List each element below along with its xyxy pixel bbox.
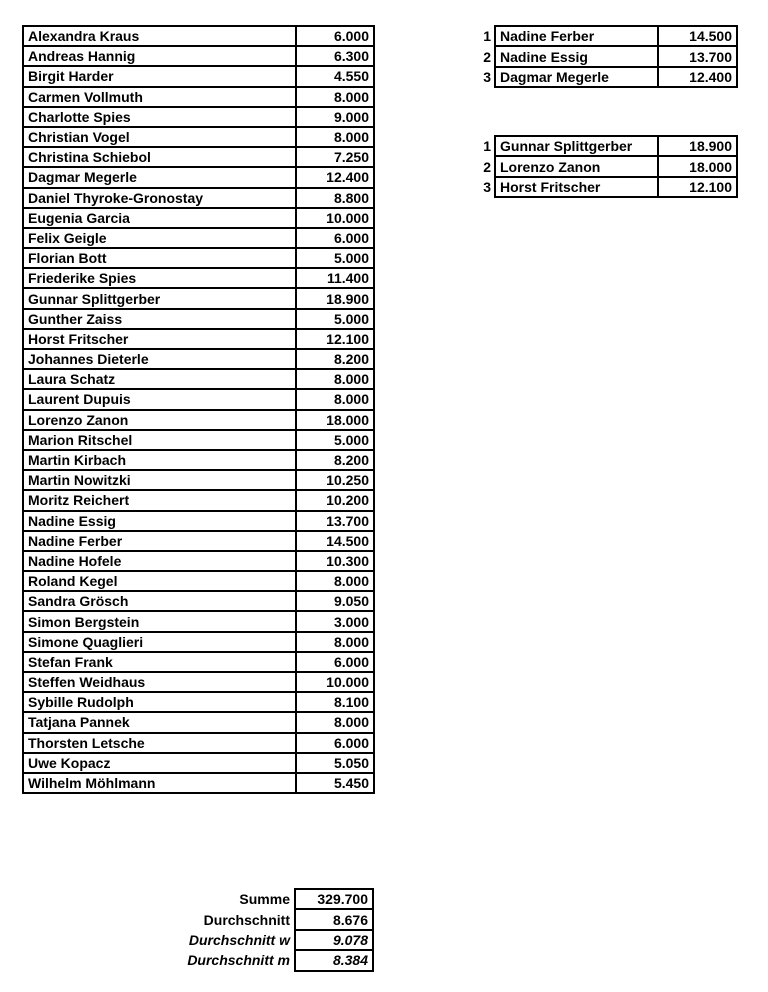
table-row (23, 632, 374, 652)
person-value-cell: 10.250 (296, 470, 374, 490)
ranked-person-value-cell: 18.000 (658, 156, 737, 176)
person-name-cell: Charlotte Spies (23, 107, 296, 127)
table-row (23, 591, 374, 611)
person-value-cell: 8.200 (296, 349, 374, 369)
person-value-cell: 5.450 (296, 773, 374, 793)
table-row (23, 511, 374, 531)
person-value-cell: 13.700 (296, 511, 374, 531)
person-name-cell: Sybille Rudolph (23, 692, 296, 712)
summary-row (22, 950, 373, 970)
summary-row (22, 909, 373, 929)
person-name-cell: Alexandra Kraus (23, 26, 296, 46)
person-name-cell: Nadine Ferber (23, 531, 296, 551)
person-name-cell: Eugenia Garcia (23, 208, 296, 228)
rank-number: 1 (483, 28, 491, 45)
person-value-cell: 7.250 (296, 147, 374, 167)
person-value-cell: 8.000 (296, 389, 374, 409)
ranked-person-name-cell: Nadine Ferber (495, 26, 658, 46)
rank-number: 3 (483, 178, 491, 195)
person-name-cell: Wilhelm Möhlmann (23, 773, 296, 793)
table-row (23, 248, 374, 268)
table-row (23, 188, 374, 208)
person-value-cell: 8.000 (296, 712, 374, 732)
person-name-cell: Nadine Hofele (23, 551, 296, 571)
person-name-cell: Martin Kirbach (23, 450, 296, 470)
person-value-cell: 9.000 (296, 107, 374, 127)
person-name-cell: Steffen Weidhaus (23, 672, 296, 692)
ranking-row (479, 156, 737, 176)
person-value-cell: 10.000 (296, 672, 374, 692)
person-name-cell: Carmen Vollmuth (23, 87, 296, 107)
person-value-cell: 6.000 (296, 652, 374, 672)
table-row (23, 389, 374, 409)
person-name-cell: Horst Fritscher (23, 329, 296, 349)
table-row (23, 107, 374, 127)
person-name-cell: Thorsten Letsche (23, 733, 296, 753)
person-value-cell: 8.100 (296, 692, 374, 712)
summary-value-cell: 8.676 (295, 909, 373, 929)
summary-value-cell: 9.078 (295, 930, 373, 950)
person-value-cell: 10.300 (296, 551, 374, 571)
ranked-person-value-cell: 12.400 (658, 67, 737, 87)
ranking-row (479, 46, 737, 66)
table-row (23, 470, 374, 490)
person-value-cell: 6.000 (296, 733, 374, 753)
table-row (23, 167, 374, 187)
person-value-cell: 8.000 (296, 127, 374, 147)
ranking-row (479, 67, 737, 87)
table-row (23, 531, 374, 551)
table-row (23, 712, 374, 732)
table-row (23, 349, 374, 369)
person-value-cell: 11.400 (296, 268, 374, 288)
person-name-cell: Friederike Spies (23, 268, 296, 288)
rank-number: 2 (483, 48, 491, 65)
table-row (23, 410, 374, 430)
summary-row (22, 930, 373, 950)
person-name-cell: Laurent Dupuis (23, 389, 296, 409)
person-name-cell: Andreas Hannig (23, 46, 296, 66)
table-row (23, 147, 374, 167)
ranking-row (479, 136, 737, 156)
ranked-person-value-cell: 12.100 (658, 177, 737, 197)
person-value-cell: 8.000 (296, 369, 374, 389)
person-value-cell: 14.500 (296, 531, 374, 551)
person-name-cell: Lorenzo Zanon (23, 410, 296, 430)
person-name-cell: Stefan Frank (23, 652, 296, 672)
table-row (23, 753, 374, 773)
ranked-person-name-cell: Nadine Essig (495, 46, 658, 66)
person-name-cell: Florian Bott (23, 248, 296, 268)
table-row (23, 309, 374, 329)
summary-label: Summe (239, 891, 290, 908)
person-value-cell: 6.300 (296, 46, 374, 66)
table-row (23, 288, 374, 308)
summary-label: Durchschnitt (203, 911, 290, 928)
person-name-cell: Uwe Kopacz (23, 753, 296, 773)
person-value-cell: 9.050 (296, 591, 374, 611)
table-row (23, 329, 374, 349)
table-row (23, 369, 374, 389)
table-row (23, 733, 374, 753)
table-row (23, 652, 374, 672)
ranked-person-name-cell: Dagmar Megerle (495, 67, 658, 87)
ranking-table-1 (479, 25, 738, 88)
person-name-cell: Birgit Harder (23, 66, 296, 86)
person-name-cell: Sandra Grösch (23, 591, 296, 611)
person-value-cell: 5.000 (296, 309, 374, 329)
person-value-cell: 8.800 (296, 188, 374, 208)
person-name-cell: Simone Quaglieri (23, 632, 296, 652)
ranked-person-name-cell: Lorenzo Zanon (495, 156, 658, 176)
person-value-cell: 8.000 (296, 87, 374, 107)
person-value-cell: 8.000 (296, 571, 374, 591)
ranked-person-name-cell: Gunnar Splittgerber (495, 136, 658, 156)
person-value-cell: 3.000 (296, 611, 374, 631)
person-name-cell: Laura Schatz (23, 369, 296, 389)
person-value-cell: 5.000 (296, 430, 374, 450)
table-row (23, 208, 374, 228)
person-value-cell: 10.000 (296, 208, 374, 228)
ranking-table-2 (479, 135, 738, 198)
summary-label: Durchschnitt w (188, 931, 290, 948)
person-value-cell: 10.200 (296, 490, 374, 510)
person-name-cell: Nadine Essig (23, 511, 296, 531)
members-table (22, 25, 375, 794)
person-name-cell: Dagmar Megerle (23, 167, 296, 187)
table-row (23, 127, 374, 147)
person-value-cell: 5.000 (296, 248, 374, 268)
ranked-person-value-cell: 18.900 (658, 136, 737, 156)
ranking-row (479, 26, 737, 46)
person-name-cell: Felix Geigle (23, 228, 296, 248)
summary-label: Durchschnitt m (187, 952, 290, 969)
table-row (23, 66, 374, 86)
ranked-person-value-cell: 13.700 (658, 46, 737, 66)
person-name-cell: Marion Ritschel (23, 430, 296, 450)
table-row (23, 611, 374, 631)
ranked-person-name-cell: Horst Fritscher (495, 177, 658, 197)
table-row (23, 87, 374, 107)
person-value-cell: 4.550 (296, 66, 374, 86)
person-value-cell: 6.000 (296, 228, 374, 248)
table-row (23, 268, 374, 288)
person-name-cell: Simon Bergstein (23, 611, 296, 631)
summary-table (22, 888, 374, 972)
person-value-cell: 8.000 (296, 632, 374, 652)
rank-number: 1 (483, 138, 491, 155)
rank-number: 3 (483, 68, 491, 85)
table-row (23, 571, 374, 591)
person-name-cell: Moritz Reichert (23, 490, 296, 510)
person-name-cell: Christina Schiebol (23, 147, 296, 167)
person-name-cell: Tatjana Pannek (23, 712, 296, 732)
person-name-cell: Martin Nowitzki (23, 470, 296, 490)
summary-row (22, 889, 373, 909)
table-row (23, 430, 374, 450)
summary-value-cell: 8.384 (295, 950, 373, 970)
table-row (23, 692, 374, 712)
table-row (23, 773, 374, 793)
table-row (23, 490, 374, 510)
summary-value-cell: 329.700 (295, 889, 373, 909)
person-name-cell: Gunther Zaiss (23, 309, 296, 329)
person-value-cell: 8.200 (296, 450, 374, 470)
person-name-cell: Johannes Dieterle (23, 349, 296, 369)
table-row (23, 551, 374, 571)
table-row (23, 26, 374, 46)
person-value-cell: 12.100 (296, 329, 374, 349)
table-row (23, 672, 374, 692)
ranked-person-value-cell: 14.500 (658, 26, 737, 46)
person-value-cell: 5.050 (296, 753, 374, 773)
table-row (23, 228, 374, 248)
rank-number: 2 (483, 158, 491, 175)
table-row (23, 450, 374, 470)
person-value-cell: 12.400 (296, 167, 374, 187)
person-value-cell: 18.000 (296, 410, 374, 430)
person-value-cell: 6.000 (296, 26, 374, 46)
person-name-cell: Christian Vogel (23, 127, 296, 147)
person-value-cell: 18.900 (296, 288, 374, 308)
table-row (23, 46, 374, 66)
person-name-cell: Gunnar Splittgerber (23, 288, 296, 308)
person-name-cell: Roland Kegel (23, 571, 296, 591)
person-name-cell: Daniel Thyroke-Gronostay (23, 188, 296, 208)
ranking-row (479, 177, 737, 197)
